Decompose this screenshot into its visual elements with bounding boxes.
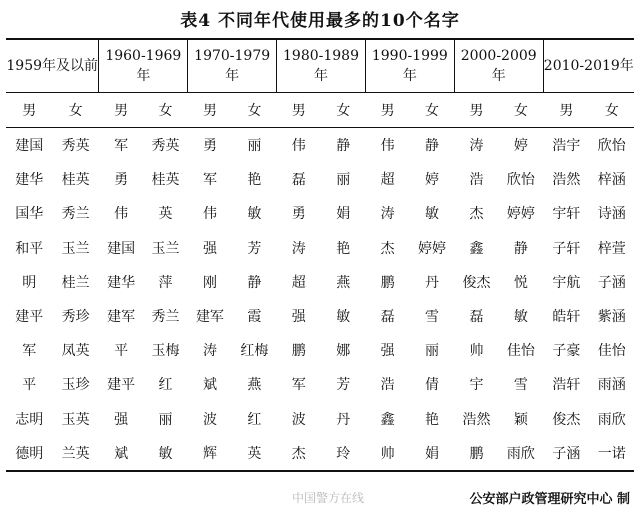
male-name-cell: 建平 xyxy=(15,309,44,326)
female-name-cell: 婷婷 xyxy=(418,240,447,257)
female-name-cell: 悦 xyxy=(513,274,528,291)
male-name-cell: 浩然 xyxy=(462,411,491,428)
female-name-cell: 丹 xyxy=(336,411,351,428)
male-name-cell: 鹏 xyxy=(454,436,498,471)
female-name-cell: 玉兰 xyxy=(151,240,180,257)
male-name-cell: 德明 xyxy=(6,436,52,471)
male-name-cell: 宇轩 xyxy=(552,206,581,223)
male-name-cell: 子轩 xyxy=(552,240,581,257)
male-name-cell: 波 xyxy=(202,411,217,428)
sex-header-row xyxy=(6,93,634,128)
table-row xyxy=(6,367,634,401)
female-name-cell: 艳 xyxy=(425,411,440,428)
female-name-cell: 秀英 xyxy=(151,138,180,155)
male-name-cell: 平 xyxy=(114,343,129,360)
female-name-cell: 娜 xyxy=(336,343,351,360)
female-name-cell: 玉英 xyxy=(61,411,90,428)
female-header: 女 xyxy=(590,93,634,128)
male-header: 男 xyxy=(6,93,52,128)
male-name-cell: 志明 xyxy=(15,411,44,428)
female-name-cell: 凤英 xyxy=(61,343,90,360)
period-header: 1959年及以前 xyxy=(6,39,99,93)
female-header: 女 xyxy=(410,93,454,128)
male-header: 男 xyxy=(454,93,498,128)
female-name-cell: 倩 xyxy=(425,377,440,394)
female-name-cell: 静 xyxy=(425,138,440,155)
female-name-cell: 艳 xyxy=(336,240,351,257)
footer-credit: 公安部户政管理研究中心 制 xyxy=(469,492,630,507)
male-name-cell: 勇 xyxy=(114,172,129,189)
female-name-cell: 玲 xyxy=(321,436,365,471)
male-name-cell: 军 xyxy=(114,138,129,155)
male-name-cell: 磊 xyxy=(291,172,306,189)
male-name-cell: 和平 xyxy=(15,240,44,257)
male-name-cell: 斌 xyxy=(202,377,217,394)
male-name-cell: 国华 xyxy=(15,206,44,223)
male-name-cell: 超 xyxy=(291,274,306,291)
female-name-cell: 玉兰 xyxy=(61,240,90,257)
table-row xyxy=(6,128,634,163)
female-name-cell: 诗涵 xyxy=(597,206,626,223)
female-header: 女 xyxy=(143,93,187,128)
female-name-cell: 一诺 xyxy=(590,436,634,471)
male-name-cell: 鹏 xyxy=(291,343,306,360)
female-name-cell: 萍 xyxy=(158,274,173,291)
female-name-cell: 梓萱 xyxy=(597,240,626,257)
female-name-cell: 佳怡 xyxy=(597,343,626,360)
table-row xyxy=(6,436,634,471)
male-name-cell: 鹏 xyxy=(380,274,395,291)
male-name-cell: 杰 xyxy=(469,206,484,223)
female-name-cell: 英 xyxy=(158,206,173,223)
female-name-cell: 敏 xyxy=(425,206,440,223)
female-name-cell: 婷 xyxy=(513,138,528,155)
female-name-cell: 红 xyxy=(158,377,173,394)
female-name-cell: 颖 xyxy=(513,411,528,428)
female-name-cell: 婷婷 xyxy=(506,206,535,223)
female-name-cell: 雨涵 xyxy=(597,377,626,394)
male-header: 男 xyxy=(365,93,409,128)
female-name-cell: 雨欣 xyxy=(499,436,543,471)
watermark: 中国警方在线 xyxy=(292,491,365,505)
male-name-cell: 磊 xyxy=(469,309,484,326)
female-name-cell: 秀珍 xyxy=(61,309,90,326)
male-name-cell: 斌 xyxy=(99,436,143,471)
female-name-cell: 丹 xyxy=(425,274,440,291)
female-name-cell: 欣怡 xyxy=(506,172,535,189)
period-header: 1980-1989年 xyxy=(277,39,366,93)
female-name-cell: 佳怡 xyxy=(506,343,535,360)
male-name-cell: 杰 xyxy=(277,436,321,471)
female-name-cell: 敏 xyxy=(336,309,351,326)
male-name-cell: 俊杰 xyxy=(462,274,491,291)
male-name-cell: 军 xyxy=(22,343,37,360)
male-header: 男 xyxy=(188,93,232,128)
female-name-cell: 秀兰 xyxy=(151,309,180,326)
male-name-cell: 建华 xyxy=(107,274,136,291)
male-name-cell: 浩宇 xyxy=(552,138,581,155)
period-header: 1990-1999年 xyxy=(365,39,454,93)
female-name-cell: 芳 xyxy=(336,377,351,394)
male-name-cell: 帅 xyxy=(365,436,409,471)
male-name-cell: 建平 xyxy=(107,377,136,394)
table-row xyxy=(6,333,634,367)
male-name-cell: 涛 xyxy=(202,343,217,360)
male-name-cell: 伟 xyxy=(291,138,306,155)
period-header: 1970-1979年 xyxy=(188,39,277,93)
female-name-cell: 玉梅 xyxy=(151,343,180,360)
table-title: 表4 不同年代使用最多的10个名字 xyxy=(180,11,460,31)
period-header: 2000-2009年 xyxy=(454,39,543,93)
male-name-cell: 涛 xyxy=(469,138,484,155)
female-name-cell: 雪 xyxy=(425,309,440,326)
female-name-cell: 兰英 xyxy=(52,436,98,471)
female-name-cell: 娟 xyxy=(410,436,454,471)
female-name-cell: 桂英 xyxy=(151,172,180,189)
female-header: 女 xyxy=(232,93,276,128)
male-name-cell: 波 xyxy=(291,411,306,428)
female-name-cell: 英 xyxy=(232,436,276,471)
female-name-cell: 秀兰 xyxy=(61,206,90,223)
female-name-cell: 丽 xyxy=(158,411,173,428)
male-name-cell: 明 xyxy=(22,274,37,291)
male-name-cell: 建华 xyxy=(15,172,44,189)
male-name-cell: 建军 xyxy=(195,309,224,326)
male-header: 男 xyxy=(543,93,589,128)
female-name-cell: 玉珍 xyxy=(61,377,90,394)
male-header: 男 xyxy=(277,93,321,128)
male-name-cell: 刚 xyxy=(202,274,217,291)
male-name-cell: 建国 xyxy=(15,138,44,155)
period-header-row xyxy=(6,39,634,93)
female-name-cell: 紫涵 xyxy=(597,309,626,326)
female-name-cell: 娟 xyxy=(336,206,351,223)
female-name-cell: 敏 xyxy=(143,436,187,471)
female-header: 女 xyxy=(499,93,543,128)
male-name-cell: 建国 xyxy=(107,240,136,257)
female-name-cell: 霞 xyxy=(247,309,262,326)
male-name-cell: 鑫 xyxy=(380,411,395,428)
male-name-cell: 俊杰 xyxy=(552,411,581,428)
male-name-cell: 鑫 xyxy=(469,240,484,257)
male-name-cell: 子豪 xyxy=(552,343,581,360)
male-name-cell: 强 xyxy=(291,309,306,326)
male-name-cell: 强 xyxy=(202,240,217,257)
female-name-cell: 丽 xyxy=(247,138,262,155)
female-name-cell: 欣怡 xyxy=(597,138,626,155)
table-row xyxy=(6,231,634,265)
female-name-cell: 秀英 xyxy=(61,138,90,155)
female-name-cell: 桂兰 xyxy=(61,274,90,291)
male-name-cell: 伟 xyxy=(202,206,217,223)
table-row xyxy=(6,196,634,230)
female-name-cell: 丽 xyxy=(425,343,440,360)
female-header: 女 xyxy=(321,93,365,128)
male-name-cell: 帅 xyxy=(469,343,484,360)
male-name-cell: 军 xyxy=(291,377,306,394)
male-name-cell: 超 xyxy=(380,172,395,189)
male-name-cell: 伟 xyxy=(380,138,395,155)
table-row xyxy=(6,265,634,299)
table-row xyxy=(6,402,634,436)
male-name-cell: 勇 xyxy=(291,206,306,223)
female-name-cell: 静 xyxy=(336,138,351,155)
female-name-cell: 静 xyxy=(513,240,528,257)
male-name-cell: 浩 xyxy=(380,377,395,394)
female-name-cell: 子涵 xyxy=(597,274,626,291)
female-name-cell: 红梅 xyxy=(240,343,269,360)
male-name-cell: 浩 xyxy=(469,172,484,189)
male-name-cell: 勇 xyxy=(202,138,217,155)
female-name-cell: 芳 xyxy=(247,240,262,257)
period-header: 2010-2019年 xyxy=(543,39,634,93)
male-name-cell: 宇航 xyxy=(552,274,581,291)
table-body xyxy=(6,128,634,471)
male-name-cell: 强 xyxy=(114,411,129,428)
table-row xyxy=(6,299,634,333)
female-name-cell: 红 xyxy=(247,411,262,428)
male-name-cell: 浩然 xyxy=(552,172,581,189)
table-row xyxy=(6,162,634,196)
male-name-cell: 平 xyxy=(22,377,37,394)
female-name-cell: 雪 xyxy=(513,377,528,394)
female-name-cell: 燕 xyxy=(336,274,351,291)
male-name-cell: 杰 xyxy=(380,240,395,257)
female-name-cell: 艳 xyxy=(247,172,262,189)
female-name-cell: 丽 xyxy=(336,172,351,189)
names-table xyxy=(6,38,634,472)
male-name-cell: 子涵 xyxy=(543,436,589,471)
female-name-cell: 婷 xyxy=(425,172,440,189)
female-header: 女 xyxy=(52,93,98,128)
male-name-cell: 军 xyxy=(202,172,217,189)
period-header: 1960-1969年 xyxy=(99,39,188,93)
male-header: 男 xyxy=(99,93,143,128)
male-name-cell: 辉 xyxy=(188,436,232,471)
male-name-cell: 磊 xyxy=(380,309,395,326)
female-name-cell: 雨欣 xyxy=(597,411,626,428)
female-name-cell: 敏 xyxy=(513,309,528,326)
female-name-cell: 敏 xyxy=(247,206,262,223)
male-name-cell: 建军 xyxy=(107,309,136,326)
male-name-cell: 涛 xyxy=(380,206,395,223)
female-name-cell: 燕 xyxy=(247,377,262,394)
male-name-cell: 伟 xyxy=(114,206,129,223)
female-name-cell: 静 xyxy=(247,274,262,291)
male-name-cell: 涛 xyxy=(291,240,306,257)
male-name-cell: 浩轩 xyxy=(552,377,581,394)
male-name-cell: 皓轩 xyxy=(552,309,581,326)
female-name-cell: 桂英 xyxy=(61,172,90,189)
male-name-cell: 强 xyxy=(380,343,395,360)
female-name-cell: 梓涵 xyxy=(597,172,626,189)
male-name-cell: 宇 xyxy=(469,377,484,394)
